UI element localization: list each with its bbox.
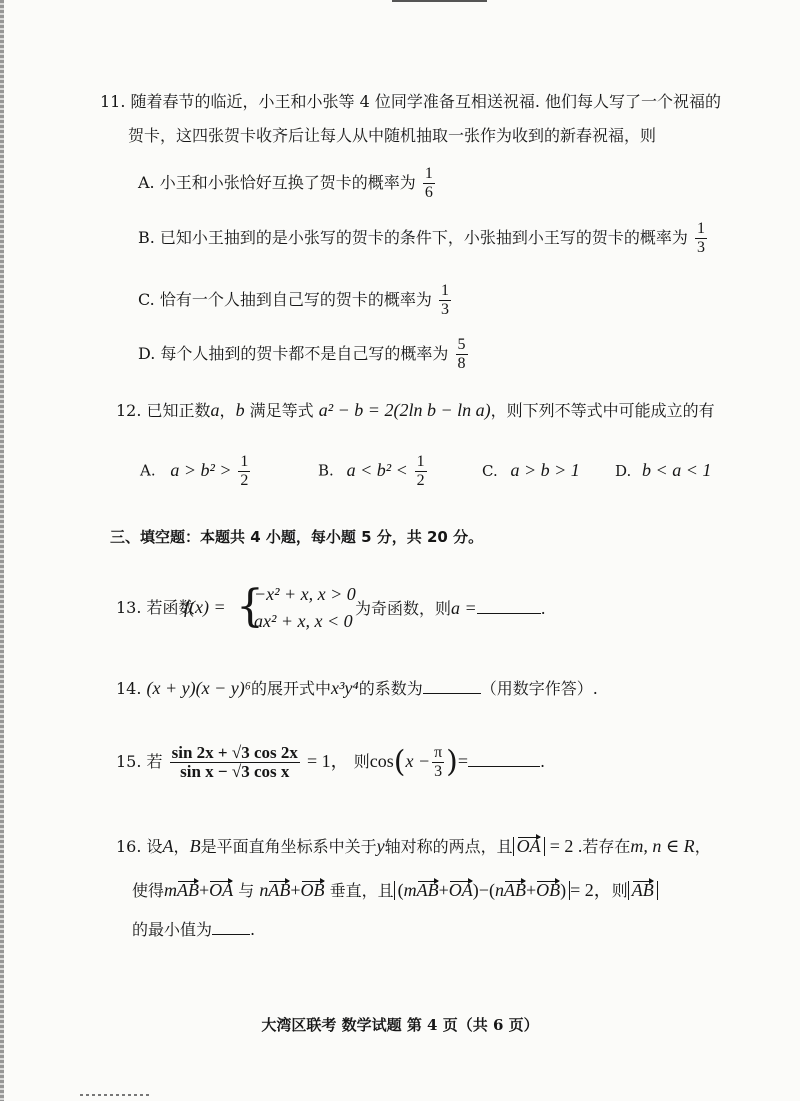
q15-answer-blank: [468, 752, 540, 767]
q11-b-numerator: 1: [697, 220, 706, 237]
q12-a-numerator: 1: [240, 453, 249, 470]
q16-vec-ab-2: AB: [268, 880, 291, 900]
q12-option-c: [482, 460, 580, 481]
q16-vec-ab-5: AB: [631, 880, 654, 900]
q11-option-c-fraction: [439, 282, 451, 319]
q11-a-denominator: 6: [424, 184, 433, 201]
q11-option-c-text: C. 恰有一个人抽到自己写的贺卡的概率为: [138, 290, 432, 309]
q15-tail: =: [457, 751, 469, 771]
q16-vec-ab-1: AB: [177, 880, 200, 900]
q16-n-1: n: [259, 880, 269, 900]
q15-rparen: ): [446, 744, 458, 780]
q16-m-2: m: [403, 880, 417, 900]
q15-inner: x −: [405, 751, 431, 771]
q13-brace: {: [236, 581, 264, 632]
q16-plus-1: +: [199, 880, 210, 900]
q16-n-2: n: [494, 880, 504, 900]
q12-option-a: [140, 453, 252, 490]
q12-var-a: a: [210, 400, 220, 420]
q16-line1-c: 轴对称的两点，且: [384, 837, 513, 856]
q11-b-denominator: 3: [697, 239, 706, 256]
q11-c-numerator: 1: [440, 282, 449, 299]
q11-a-numerator: 1: [424, 165, 433, 182]
q13-case2: ax² + x, x < 0: [254, 611, 353, 631]
q15-cos: cos: [369, 751, 394, 771]
q16-line3-text: 的最小值为: [132, 920, 213, 939]
q11-option-b-fraction: [695, 220, 707, 257]
q15-three: 3: [434, 763, 443, 780]
q15-numerator: sin 2x + √3 cos 2x: [171, 743, 298, 762]
q13-end: .: [540, 599, 546, 618]
q11-option-a: [138, 165, 437, 202]
q12-a-denominator: 2: [240, 472, 249, 489]
q16-line1: [116, 836, 711, 857]
q15-fraction: [170, 744, 300, 781]
q16-y: y: [376, 836, 385, 856]
q11-option-d: [138, 336, 470, 373]
q15-lparen: (: [393, 744, 406, 780]
q16-with: 与: [238, 881, 255, 900]
q11-stem-line2: 贺卡，这四张贺卡收齐后让每人从中随机抽取一张作为收到的新春祝福，则: [128, 126, 657, 145]
q12-b-expr: a < b² <: [346, 459, 408, 480]
q12-d-expr: b < a < 1: [642, 460, 712, 480]
q16-point-b: B: [189, 836, 201, 856]
q16-comma1: ，: [173, 837, 190, 856]
q11-option-a-text: A. 小王和小张恰好互换了贺卡的概率为: [138, 173, 416, 192]
q14-label: 14.: [116, 679, 142, 698]
q11-option-b: [138, 220, 709, 257]
q14-expr: (x + y)(x − y)⁶: [146, 678, 252, 698]
q12-a-label: A.: [140, 461, 156, 480]
q15-then: 则: [353, 752, 370, 771]
page-footer: 大湾区联考 数学试题 第 4 页（共 6 页）: [261, 1016, 539, 1034]
q11-stem-line1: 11. 随着春节的临近，小王和小张等 4 位同学准备互相送祝福. 他们每人写了一个祝福的: [100, 92, 722, 111]
q13-answer-blank: [477, 599, 541, 614]
q14: [116, 678, 598, 699]
q12-stem-pre: 12. 已知正数: [116, 401, 211, 420]
q13-pre: 13. 若函数: [116, 598, 195, 617]
q16-line3: [132, 920, 255, 940]
q16-line1-b: 是平面直角坐标系中关于: [200, 837, 377, 856]
q16-line1-d: 若存在: [582, 837, 631, 856]
q12-d-label: D.: [615, 462, 632, 480]
q16-plus-2: +: [290, 880, 301, 900]
q16-abs-diff: (mAB+OA)−(nAB+OB): [394, 881, 570, 900]
q12-b-denominator: 2: [416, 472, 425, 489]
q12-stem: [116, 400, 715, 421]
q13-fx: f(x) =: [184, 597, 226, 617]
q16-vec-oa-3: OA: [448, 880, 473, 900]
q12-a-expr: a > b² >: [170, 459, 232, 480]
q16-then: 则: [611, 881, 628, 900]
q16-line1-a: 16. 设: [116, 837, 163, 856]
q11-option-b-text: B. 已知小王抽到的是小张写的贺卡的条件下，小张抽到小王写的贺卡的概率为: [138, 228, 688, 247]
q16-perp: 垂直，且: [329, 881, 394, 900]
q12-a-fraction: [238, 453, 250, 490]
q15: [116, 744, 545, 781]
q12-equation: a² − b = 2(2ln b − ln a): [318, 400, 491, 420]
q12-b-fraction: [415, 453, 427, 490]
q12-b-numerator: 1: [416, 453, 425, 470]
q16-comma2: ，: [694, 837, 711, 856]
q11-d-denominator: 8: [457, 355, 466, 372]
q13-post-text: 为奇函数，则: [355, 599, 452, 618]
q16-abs-oa: [513, 837, 545, 856]
q12-comma: ，: [219, 401, 236, 420]
section-3-title: 三、填空题：本题共 4 小题，每小题 5 分，共 20 分。: [110, 528, 484, 546]
q15-pre: 15. 若: [116, 752, 163, 771]
q16-line2: [132, 880, 658, 901]
q16-vec-ab-3: AB: [416, 880, 439, 900]
q11-option-a-fraction: [423, 165, 435, 202]
q15-end: .: [540, 752, 546, 771]
q14-post: 的系数为: [358, 679, 423, 698]
q16-eq2: = 2，: [570, 880, 612, 900]
q12-var-b: b: [235, 400, 245, 420]
q16-end: .: [250, 920, 256, 939]
q12-c-expr: a > b > 1: [510, 460, 580, 480]
q14-mid: 的展开式中: [251, 679, 332, 698]
q13-post: [355, 598, 546, 619]
q11-c-denominator: 3: [440, 301, 449, 318]
q16-vec-ab-4: AB: [503, 880, 526, 900]
q15-denominator: sin x − √3 cos x: [180, 762, 290, 781]
q11-option-c: [138, 282, 453, 319]
bottom-scan-mark: [80, 1094, 150, 1096]
q14-term: x³y⁴: [331, 678, 359, 698]
q16-vec-ob-1: OB: [300, 880, 325, 900]
q12-stem-mid: 满足等式: [249, 401, 314, 420]
q16-vec-oa-1: OA: [516, 836, 541, 856]
q16-vec-ob-2: OB: [536, 880, 561, 900]
q16-mn: m, n ∈ R: [630, 836, 695, 856]
q15-pi: π: [434, 744, 443, 761]
q11-d-numerator: 5: [457, 336, 466, 353]
q16-oa-val: = 2 .: [549, 836, 583, 856]
q12-stem-post: ，则下列不等式中可能成立的有: [490, 401, 715, 420]
q16-answer-blank: [212, 920, 250, 935]
q16-vec-oa-2: OA: [209, 880, 234, 900]
q11-option-d-fraction: [456, 336, 468, 373]
q12-option-b: [318, 453, 429, 490]
q11-option-d-text: D. 每个人抽到的贺卡都不是自己写的概率为: [138, 344, 449, 363]
q12-b-label: B.: [318, 461, 334, 480]
q12-c-label: C.: [482, 462, 498, 480]
q16-m-1: m: [164, 880, 178, 900]
q14-answer-blank: [423, 679, 481, 694]
scan-edge-artifact: [0, 0, 4, 1101]
q12-option-d: [615, 460, 711, 481]
q16-point-a: A: [162, 836, 174, 856]
top-scan-mark: [392, 0, 487, 2]
q15-pi-fraction: [432, 744, 444, 781]
q15-eq: = 1，: [306, 751, 349, 771]
q13-case1: −x² + x, x > 0: [254, 584, 356, 604]
q16-minus: −: [478, 880, 489, 900]
q16-line2-a: 使得: [132, 881, 165, 900]
q16-plus-4: +: [525, 880, 537, 900]
q13-ans-var: a =: [451, 598, 477, 618]
q16-abs-ab: [628, 881, 658, 900]
q14-end: （用数字作答）.: [480, 679, 598, 698]
q16-plus-3: +: [438, 880, 449, 900]
